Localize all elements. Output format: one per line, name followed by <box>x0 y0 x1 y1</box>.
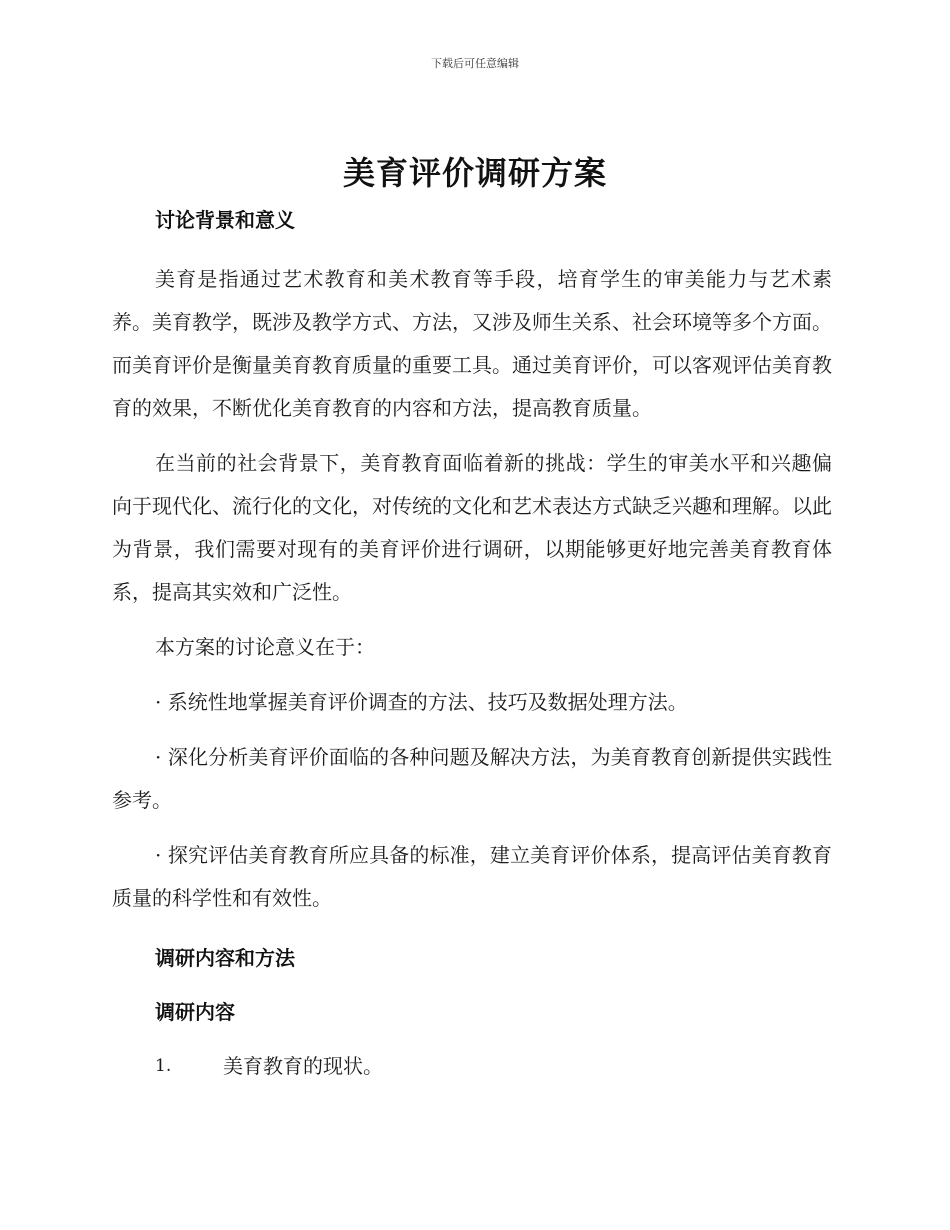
bullet-paragraph: · 深化分析美育评价面临的各种问题及解决方法，为美育教育创新提供实践性参考。 <box>112 745 832 812</box>
document-body <box>112 204 832 1082</box>
paragraph: 美育是指通过艺术教育和美术教育等手段，培育学生的审美能力与艺术素养。美育教学，既涉及教学方式、方法，又涉及师生关系、社会环境等多个方面。而美育评价是衡量美育教育质量的重要工具。通过美育评价，可以客观评估美育教育的效果，不断优化美育教育的内容和方法，提高教育质量。 <box>112 267 832 420</box>
list-text: 美育教育的现状。 <box>223 1054 383 1078</box>
subsection-heading-content: 调研内容 <box>155 1000 235 1024</box>
list-number: 1. <box>155 1056 172 1076</box>
bullet-paragraph: · 系统性地掌握美育评价调查的方法、技巧及数据处理方法。 <box>155 690 688 714</box>
paragraph: 本方案的讨论意义在于： <box>155 635 375 659</box>
section-heading-background: 讨论背景和意义 <box>155 208 295 232</box>
bullet-paragraph: · 探究评估美育教育所应具备的标准，建立美育评价体系，提高评估美育教育质量的科学性和有效性。 <box>112 843 832 910</box>
header-note: 下载后可任意编辑 <box>431 57 519 70</box>
paragraph: 在当前的社会背景下，美育教育面临着新的挑战：学生的审美水平和兴趣偏向于现代化、流行化的文化，对传统的文化和艺术表达方式缺乏兴趣和理解。以此为背景，我们需要对现有的美育评价进行调研，以期能够更好地完善美育教育体系，提高其实效和广泛性。 <box>112 451 832 604</box>
document-title: 美育评价调研方案 <box>342 154 607 192</box>
section-heading-methods: 调研内容和方法 <box>155 946 295 970</box>
list-item <box>112 1050 832 1082</box>
